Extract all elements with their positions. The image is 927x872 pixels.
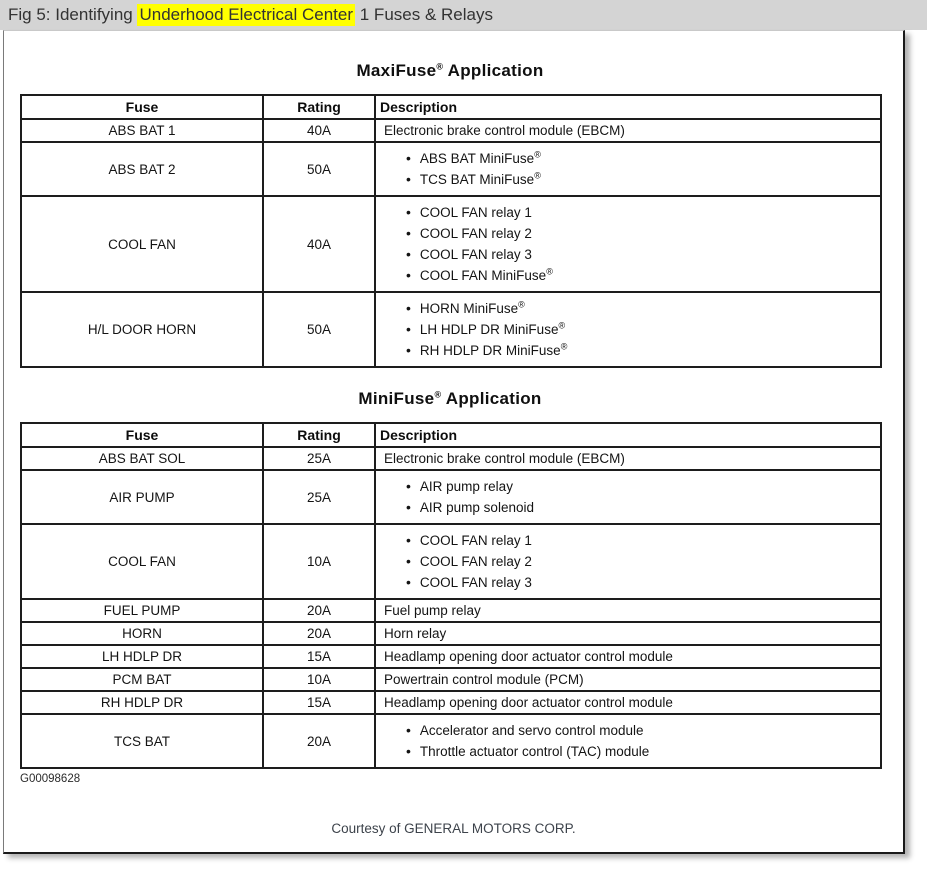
description-bullet: • RH HDLP DR MiniFuse® xyxy=(406,340,876,361)
fuse-cell: H/L DOOR HORN xyxy=(21,292,263,367)
fuse-row xyxy=(21,196,881,292)
description-bullet: • COOL FAN relay 1 xyxy=(406,202,876,223)
rating-cell: 20A xyxy=(263,599,375,622)
description-bullet: • COOL FAN relay 1 xyxy=(406,530,876,551)
column-header-fuse: Fuse xyxy=(21,95,263,119)
fuse-cell: TCS BAT xyxy=(21,714,263,768)
column-header-description: Description xyxy=(375,95,881,119)
figure-frame xyxy=(3,30,905,854)
rating-cell: 10A xyxy=(263,524,375,599)
maxifuse-table xyxy=(20,94,882,368)
description-cell xyxy=(375,524,881,599)
description-cell xyxy=(375,447,881,470)
column-header-fuse: Fuse xyxy=(21,423,263,447)
figure-title-suffix: 1 Fuses & Relays xyxy=(355,5,493,24)
description-cell xyxy=(375,691,881,714)
fuse-cell: LH HDLP DR xyxy=(21,645,263,668)
description-text: Electronic brake control module (EBCM) xyxy=(384,123,625,138)
description-bullet: • Accelerator and servo control module xyxy=(406,720,876,741)
description-cell xyxy=(375,196,881,292)
description-bullet: • Throttle actuator control (TAC) module xyxy=(406,741,876,762)
description-text: Headlamp opening door actuator control module xyxy=(384,695,673,710)
description-cell xyxy=(375,119,881,142)
description-cell xyxy=(375,668,881,691)
rating-cell: 50A xyxy=(263,142,375,196)
description-text: Fuel pump relay xyxy=(384,603,481,618)
description-cell xyxy=(375,292,881,367)
header-row xyxy=(21,423,881,447)
fuse-cell: COOL FAN xyxy=(21,196,263,292)
description-bullet: • AIR pump relay xyxy=(406,476,876,497)
description-bullet: • COOL FAN relay 3 xyxy=(406,572,876,593)
fuse-row xyxy=(21,292,881,367)
fuse-row xyxy=(21,119,881,142)
maxifuse-table-title: MaxiFuse® Application xyxy=(356,61,544,80)
figure-title-bar xyxy=(0,0,927,30)
description-bullet: • COOL FAN MiniFuse® xyxy=(406,265,876,286)
column-header-rating: Rating xyxy=(263,423,375,447)
courtesy-line: Courtesy of GENERAL MOTORS CORP. xyxy=(331,821,576,836)
rating-cell: 20A xyxy=(263,622,375,645)
rating-cell: 40A xyxy=(263,196,375,292)
description-text: Powertrain control module (PCM) xyxy=(384,672,584,687)
figure-title-highlight: Underhood Electrical Center xyxy=(139,5,354,24)
fuse-cell: ABS BAT 1 xyxy=(21,119,263,142)
description-cell xyxy=(375,622,881,645)
fuse-row xyxy=(21,599,881,622)
fuse-cell: AIR PUMP xyxy=(21,470,263,524)
column-header-description: Description xyxy=(375,423,881,447)
description-bullet: • COOL FAN relay 2 xyxy=(406,551,876,572)
description-cell xyxy=(375,599,881,622)
rating-cell: 10A xyxy=(263,668,375,691)
description-cell xyxy=(375,142,881,196)
description-bullet: • TCS BAT MiniFuse® xyxy=(406,169,876,190)
description-bullet: • LH HDLP DR MiniFuse® xyxy=(406,319,876,340)
figure-code: G00098628 xyxy=(20,773,81,785)
description-bullet: • AIR pump solenoid xyxy=(406,497,876,518)
description-text: Electronic brake control module (EBCM) xyxy=(384,451,625,466)
fuse-row xyxy=(21,668,881,691)
header-row xyxy=(21,95,881,119)
fuse-row xyxy=(21,524,881,599)
fuse-row xyxy=(21,470,881,524)
rating-cell: 50A xyxy=(263,292,375,367)
description-cell xyxy=(375,470,881,524)
description-bullet: • COOL FAN relay 2 xyxy=(406,223,876,244)
description-cell xyxy=(375,645,881,668)
fuse-row xyxy=(21,645,881,668)
rating-cell: 25A xyxy=(263,447,375,470)
fuse-cell: RH HDLP DR xyxy=(21,691,263,714)
fuse-row xyxy=(21,691,881,714)
fuse-cell: ABS BAT SOL xyxy=(21,447,263,470)
fuse-row xyxy=(21,714,881,768)
fuse-row xyxy=(21,622,881,645)
fuse-row xyxy=(21,142,881,196)
column-header-rating: Rating xyxy=(263,95,375,119)
rating-cell: 25A xyxy=(263,470,375,524)
description-bullet: • HORN MiniFuse® xyxy=(406,298,876,319)
rating-cell: 15A xyxy=(263,645,375,668)
description-text: Headlamp opening door actuator control module xyxy=(384,649,673,664)
rating-cell: 15A xyxy=(263,691,375,714)
description-bullet: • ABS BAT MiniFuse® xyxy=(406,148,876,169)
minifuse-table xyxy=(20,422,882,769)
description-text: Horn relay xyxy=(384,626,447,641)
figure-title-prefix: Fig 5: Identifying xyxy=(8,5,138,24)
description-cell xyxy=(375,714,881,768)
description-bullet: • COOL FAN relay 3 xyxy=(406,244,876,265)
minifuse-table-title: MiniFuse® Application xyxy=(358,389,542,408)
fuse-cell: PCM BAT xyxy=(21,668,263,691)
fuse-cell: HORN xyxy=(21,622,263,645)
fuse-cell: FUEL PUMP xyxy=(21,599,263,622)
rating-cell: 20A xyxy=(263,714,375,768)
rating-cell: 40A xyxy=(263,119,375,142)
fuse-cell: COOL FAN xyxy=(21,524,263,599)
fuse-row xyxy=(21,447,881,470)
fuse-cell: ABS BAT 2 xyxy=(21,142,263,196)
